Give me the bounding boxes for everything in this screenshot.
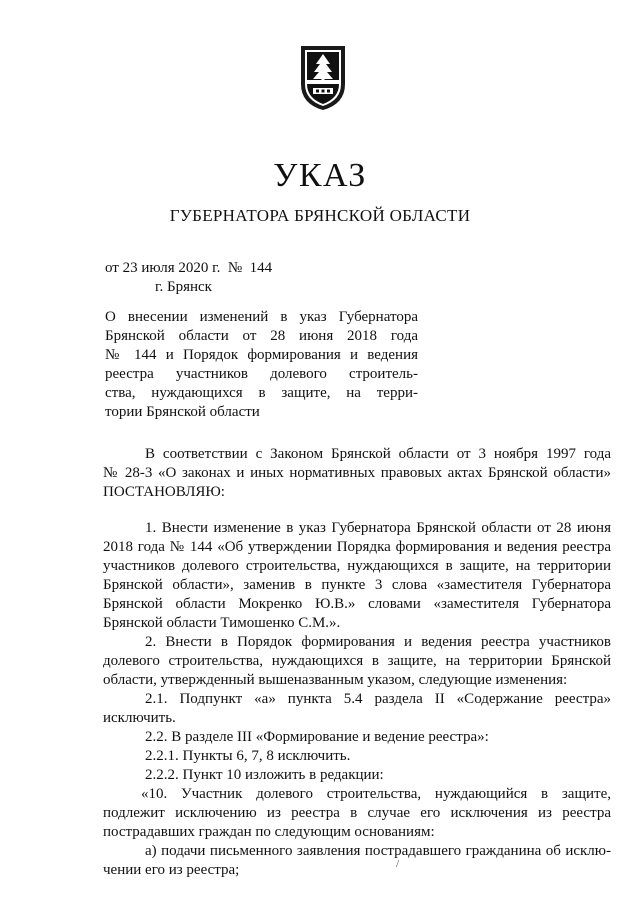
item-1 xyxy=(103,519,611,633)
subject-line: ства, нуждающихся в защите, на терри- xyxy=(105,385,418,401)
subject-line: № 144 и Порядок формирования и ведения xyxy=(105,347,418,363)
item-line: 2.2.1. Пункты 6, 7, 8 исключить. xyxy=(145,748,351,764)
document-subtitle: ГУБЕРНАТОРА БРЯНСКОЙ ОБЛАСТИ xyxy=(169,206,471,225)
coat-of-arms-icon xyxy=(297,44,349,112)
subject-line: реестра участников долевого строитель- xyxy=(105,366,418,382)
item-line: 2. Внести в Порядок формирования и ведения реестра участников xyxy=(145,634,611,650)
item-line: пострадавших граждан по следующим основаниям: xyxy=(103,824,435,840)
document-city: г. Брянск xyxy=(155,279,212,295)
document-subject xyxy=(105,308,418,422)
document-number: 144 xyxy=(249,260,273,276)
item-line: подлежит исключению из реестра в случае его исключения из реестра xyxy=(103,805,611,821)
item-2-2-1 xyxy=(103,747,611,766)
date-line xyxy=(105,260,272,277)
number-sign: № xyxy=(227,260,243,276)
item-line: исключить. xyxy=(103,710,176,726)
item-quote-10 xyxy=(103,785,611,842)
item-line: чении его из реестра; xyxy=(103,862,240,878)
subject-line: тории Брянской области xyxy=(105,404,260,420)
page-mark: / xyxy=(396,858,400,870)
preamble-line: № 28-3 «О законах и иных нормативных правовых актах Брянской области» xyxy=(103,465,611,481)
item-line: «10. Участник долевого строительства, нуждающийся в защите, xyxy=(141,786,611,802)
item-line: а) подачи письменного заявления пострадавшего гражданина об исклю- xyxy=(145,843,611,859)
item-line: участников долевого строительства, нуждающихся в защите, на территории xyxy=(103,558,611,574)
item-2-2-2 xyxy=(103,766,611,785)
document-date: от 23 июля 2020 г. xyxy=(105,260,221,276)
subject-line: Брянской области от 28 июня 2018 года xyxy=(105,328,418,344)
item-line: 2.2.2. Пункт 10 изложить в редакции: xyxy=(145,767,384,783)
document-title: УКАЗ xyxy=(273,157,367,194)
decree-items xyxy=(103,519,611,880)
item-line: области, утвержденный вышеназванным указом, следующие изменения: xyxy=(103,672,568,688)
preamble-line: ПОСТАНОВЛЯЮ: xyxy=(103,484,225,500)
preamble xyxy=(103,445,611,502)
item-line: Брянской области Мокренко Ю.В.» словами «заместителя Губернатора xyxy=(103,596,611,612)
item-line: 2.2. В разделе III «Формирование и ведение реестра»: xyxy=(145,729,489,745)
item-2 xyxy=(103,633,611,690)
item-line: долевого строительства, нуждающихся в защите, на территории Брянской xyxy=(103,653,611,669)
item-line: Брянской области Тимошенко С.М.». xyxy=(103,615,341,631)
item-2-2 xyxy=(103,728,611,747)
item-quote-a xyxy=(103,842,611,880)
item-line: 1. Внести изменение в указ Губернатора Брянской области от 28 июня xyxy=(145,520,611,536)
item-line: 2018 года № 144 «Об утверждении Порядка формирования и ведения реестра xyxy=(103,539,611,555)
preamble-line: В соответствии с Законом Брянской области от 3 ноября 1997 года xyxy=(145,446,611,462)
subject-line: О внесении изменений в указ Губернатора xyxy=(105,309,418,325)
item-line: Брянской области», заменив в пункте 3 слова «заместителя Губернатора xyxy=(103,577,611,593)
item-2-1 xyxy=(103,690,611,728)
item-line: 2.1. Подпункт «а» пункта 5.4 раздела II «Содержание реестра» xyxy=(145,691,611,707)
